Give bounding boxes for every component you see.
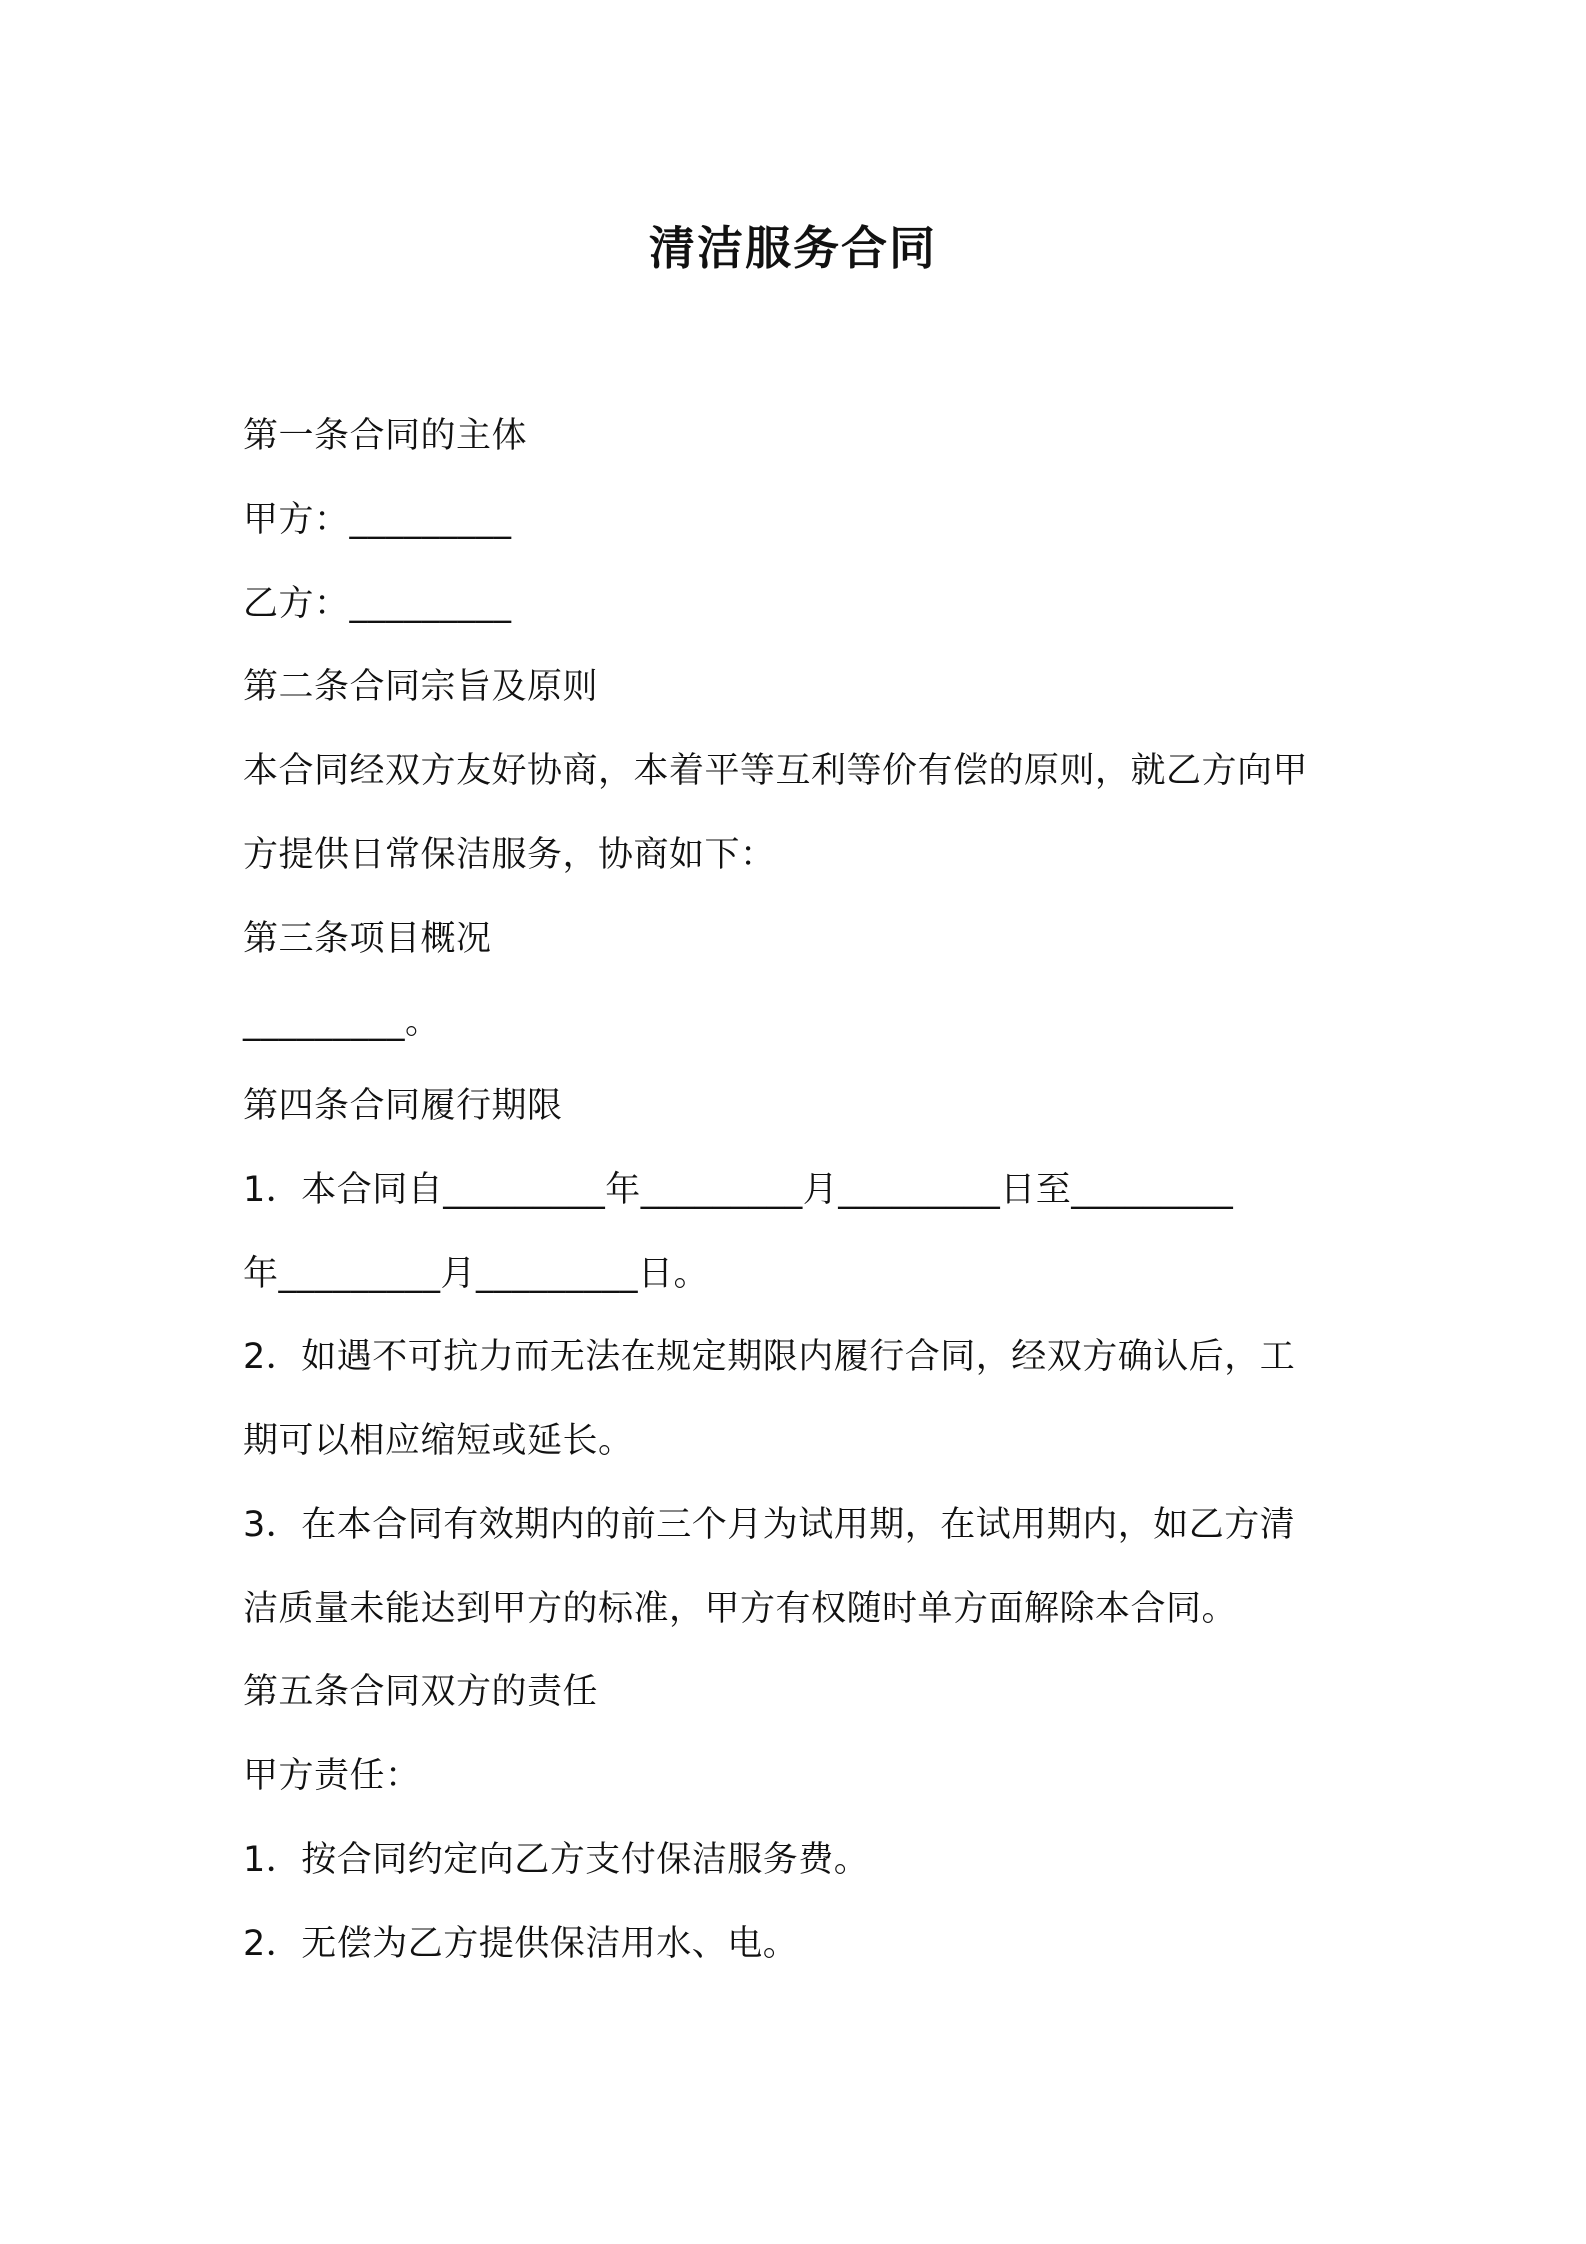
clause-line: 1．按合同约定向乙方支付保洁服务费。	[243, 1840, 870, 1880]
clause-line: 3．在本合同有效期内的前三个月为试用期，在试用期内，如乙方清	[243, 1505, 1296, 1545]
clause-line: 年_________月_________日。	[243, 1254, 710, 1294]
section-heading-2: 第二条合同宗旨及原则	[243, 667, 599, 707]
document-title: 清洁服务合同	[649, 221, 937, 275]
section-heading-5: 第五条合同双方的责任	[243, 1672, 599, 1712]
subheading-party-a-duties: 甲方责任：	[243, 1756, 421, 1796]
clause-line: 洁质量未能达到甲方的标准，甲方有权随时单方面解除本合同。	[243, 1589, 1238, 1629]
clause-line: 2．如遇不可抗力而无法在规定期限内履行合同，经双方确认后，工	[243, 1337, 1296, 1377]
section-heading-3: 第三条项目概况	[243, 919, 492, 959]
clause-line: 1．本合同自_________年_________月_________日至_________	[243, 1170, 1234, 1210]
paragraph-line: 本合同经双方友好协商，本着平等互利等价有偿的原则，就乙方向甲	[243, 751, 1309, 791]
section-heading-1: 第一条合同的主体	[243, 416, 528, 456]
paragraph-line: 方提供日常保洁服务，协商如下：	[243, 835, 776, 875]
clause-line: 期可以相应缩短或延长。	[243, 1421, 634, 1461]
section-heading-4: 第四条合同履行期限	[243, 1086, 563, 1126]
project-blank-line: _________。	[243, 1002, 441, 1042]
party-a-line: 甲方：_________	[243, 500, 512, 540]
clause-line: 2．无偿为乙方提供保洁用水、电。	[243, 1924, 799, 1964]
party-b-line: 乙方：_________	[243, 584, 512, 624]
